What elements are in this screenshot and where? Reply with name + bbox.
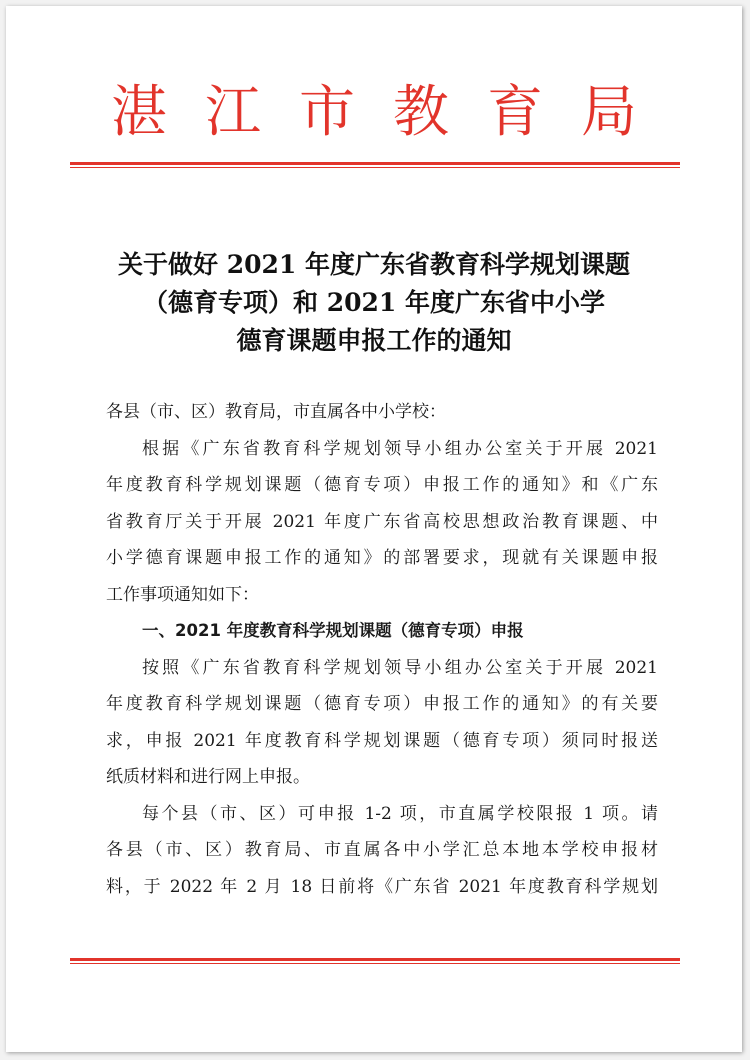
document-page — [6, 6, 742, 1052]
paragraph-line: 按照《广东省教育科学规划领导小组办公室关于开展 2021 — [142, 657, 658, 678]
document-body — [106, 394, 658, 905]
paragraph-line: 每个县（市、区）可申报 1-2 项，市直属学校限报 1 项。请 — [142, 803, 658, 824]
paragraph-line: 根据《广东省教育科学规划领导小组办公室关于开展 2021 — [142, 438, 658, 459]
paragraph-line: 年度教育科学规划课题（德育专项）申报工作的通知》和《广东 — [106, 475, 658, 495]
paragraph-line: 各县（市、区）教育局、市直属各中小学汇总本地本学校申报材 — [106, 840, 658, 860]
salutation: 各县（市、区）教育局，市直属各中小学校： — [106, 402, 446, 422]
paragraph-line: 求，申报 2021 年度教育科学规划课题（德育专项）须同时报送 — [106, 730, 658, 751]
document-title — [66, 246, 682, 360]
paragraph-line: 省教育厅关于开展 2021 年度广东省高校思想政治教育课题、中 — [106, 511, 658, 532]
paragraph-line: 小学德育课题申报工作的通知》的部署要求，现就有关课题申报 — [106, 548, 658, 568]
paragraph-line: 年度教育科学规划课题（德育专项）申报工作的通知》的有关要 — [106, 694, 658, 714]
paragraph-line: 纸质材料和进行网上申报。 — [106, 767, 310, 787]
footer-red-rule — [70, 958, 680, 964]
org-letterhead: 湛江市教育局 — [111, 80, 675, 145]
title-line-3: 德育课题申报工作的通知 — [236, 326, 512, 355]
letterhead-red-rule — [70, 162, 680, 168]
title-line-1: 关于做好 2021 年度广东省教育科学规划课题 — [118, 250, 630, 279]
section-heading: 一、2021 年度教育科学规划课题（德育专项）申报 — [142, 621, 524, 640]
title-line-2: （德育专项）和 2021 年度广东省中小学 — [143, 288, 605, 317]
paragraph-line: 料，于 2022 年 2 月 18 日前将《广东省 2021 年度教育科学规划 — [106, 876, 658, 897]
paragraph-line: 工作事项通知如下： — [106, 584, 259, 605]
